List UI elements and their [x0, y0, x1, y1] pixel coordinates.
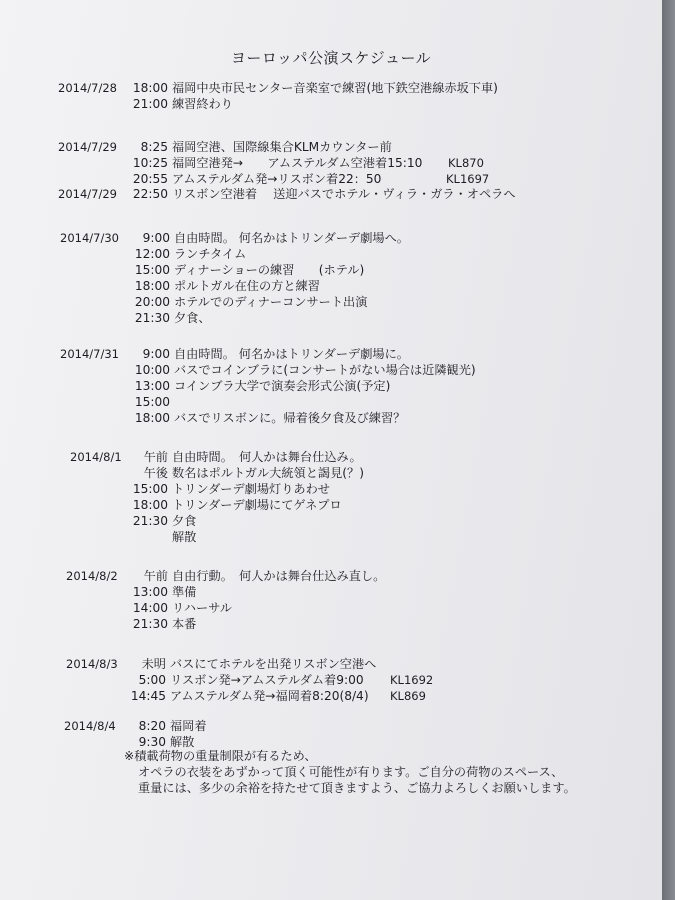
schedule-text: バスにてホテルを出発リスボン空港へ: [170, 657, 377, 671]
schedule-text: 自由行動。 何人かは舞台仕込み直し。: [172, 569, 386, 583]
schedule-time: 9:30: [138, 735, 166, 749]
schedule-text: アムステルダム発→福岡着8:20(8/4): [170, 689, 369, 703]
schedule-time: 14:45: [130, 689, 166, 703]
schedule-time: 14:00: [132, 601, 168, 615]
schedule-date: 2014/8/3: [66, 657, 118, 671]
schedule-date: 2014/7/28: [58, 81, 117, 95]
schedule-text: ポルトガル在住の方と練習: [174, 279, 320, 293]
schedule-text: アムステルダム発→リスボン着22：50: [172, 172, 382, 186]
schedule-text: トリンダーデ劇場にてゲネプロ: [172, 498, 342, 512]
schedule-text: バスでコインブラに(コンサートがない場合は近隣観光): [174, 363, 476, 377]
schedule-time: 13:00: [134, 379, 170, 393]
schedule-time: 8:20: [138, 719, 166, 733]
schedule-text: 福岡空港発→ アムステルダム空港着15:10: [172, 156, 423, 170]
schedule-text: リハーサル: [172, 601, 232, 615]
schedule-date: 2014/8/2: [66, 569, 118, 583]
schedule-time: 12:00: [134, 247, 170, 261]
background-edge: [662, 0, 675, 900]
schedule-date: 2014/8/4: [64, 719, 116, 733]
schedule-text: 準備: [172, 585, 197, 599]
schedule-text: コインブラ大学で演奏会形式公演(予定): [174, 379, 391, 393]
schedule-text: 自由時間。 何名かはトリンダーデ劇場へ。: [174, 231, 409, 245]
flight-number: KL870: [448, 156, 484, 170]
schedule-text: 夕食: [172, 514, 197, 528]
schedule-time: 午前: [143, 450, 168, 464]
schedule-time: 午前: [143, 569, 168, 583]
schedule-time: 21:30: [132, 514, 168, 528]
page-title: ヨーロッパ公演スケジュール: [230, 49, 432, 67]
schedule-date: 2014/7/29: [58, 140, 117, 154]
schedule-time: 15:00: [132, 482, 168, 496]
schedule-text: バスでリスボンに。帰着後夕食及び練習？: [174, 411, 406, 425]
schedule-time: 10:00: [134, 363, 170, 377]
schedule-text: 本番: [172, 617, 197, 631]
schedule-time: 21:00: [132, 97, 168, 111]
schedule-date: 2014/7/29: [58, 187, 117, 201]
schedule-text: 数名はポルトガル大統領と謁見(？): [172, 466, 364, 480]
schedule-date: 2014/8/1: [70, 450, 122, 464]
note-line: 重量には、多少の余裕を持たせて頂きますよう、ご協力よろしくお願いします。: [138, 781, 576, 795]
schedule-text: 福岡着: [170, 719, 207, 733]
schedule-time: 22:50: [132, 187, 168, 201]
schedule-text: 練習終わり: [172, 97, 233, 111]
schedule-time: 未明: [141, 657, 166, 671]
schedule-time: 18:00: [132, 81, 168, 95]
schedule-time: 15:00: [134, 263, 170, 277]
schedule-text: 解散: [172, 530, 197, 544]
schedule-time: 18:00: [134, 411, 170, 425]
schedule-time: 午後: [143, 466, 168, 480]
schedule-time: 13:00: [132, 585, 168, 599]
schedule-text: リスボン空港着 送迎バスでホテル・ヴィラ・ガラ・オペラへ: [172, 187, 516, 201]
schedule-time: 20:55: [132, 172, 168, 186]
schedule-text: 自由時間。 何名かはトリンダーデ劇場に。: [174, 347, 409, 361]
schedule-text: リスボン発→アムステルダム着9:00: [170, 673, 364, 687]
schedule-date: 2014/7/31: [60, 347, 119, 361]
note-line: オペラの衣装をあずかって頂く可能性が有ります。ご自分の荷物のスペース、: [138, 765, 564, 779]
schedule-text: ホテルでのディナーコンサート出演: [174, 295, 368, 309]
schedule-text: ランチタイム: [174, 247, 247, 261]
schedule-time: 18:00: [132, 498, 168, 512]
schedule-time: 9:00: [142, 231, 170, 245]
schedule-text: 福岡空港、国際線集合KLMカウンター前: [172, 140, 392, 154]
schedule-text: 解散: [170, 735, 195, 749]
schedule-time: 8:25: [140, 140, 168, 154]
schedule-text: 夕食、: [174, 311, 211, 325]
schedule-time: 18:00: [134, 279, 170, 293]
schedule-text: 自由時間。 何人かは舞台仕込み。: [172, 450, 362, 464]
flight-number: KL1692: [390, 673, 434, 687]
schedule-date: 2014/7/30: [60, 231, 119, 245]
flight-number: KL1697: [446, 172, 490, 186]
schedule-time: 21:30: [134, 311, 170, 325]
flight-number: KL869: [390, 689, 426, 703]
schedule-text: トリンダーデ劇場灯りあわせ: [172, 482, 330, 496]
note-line: ※積載荷物の重量制限が有るため、: [124, 749, 317, 763]
schedule-text: 福岡中央市民センター音楽室で練習(地下鉄空港線赤坂下車): [172, 81, 498, 95]
schedule-text: ディナーショーの練習 (ホテル): [174, 263, 365, 277]
schedule-time: 21:30: [132, 617, 168, 631]
schedule-time: 15:00: [134, 395, 170, 409]
schedule-time: 20:00: [134, 295, 170, 309]
schedule-time: 10:25: [132, 156, 168, 170]
schedule-time: 9:00: [142, 347, 170, 361]
schedule-time: 5:00: [138, 673, 166, 687]
